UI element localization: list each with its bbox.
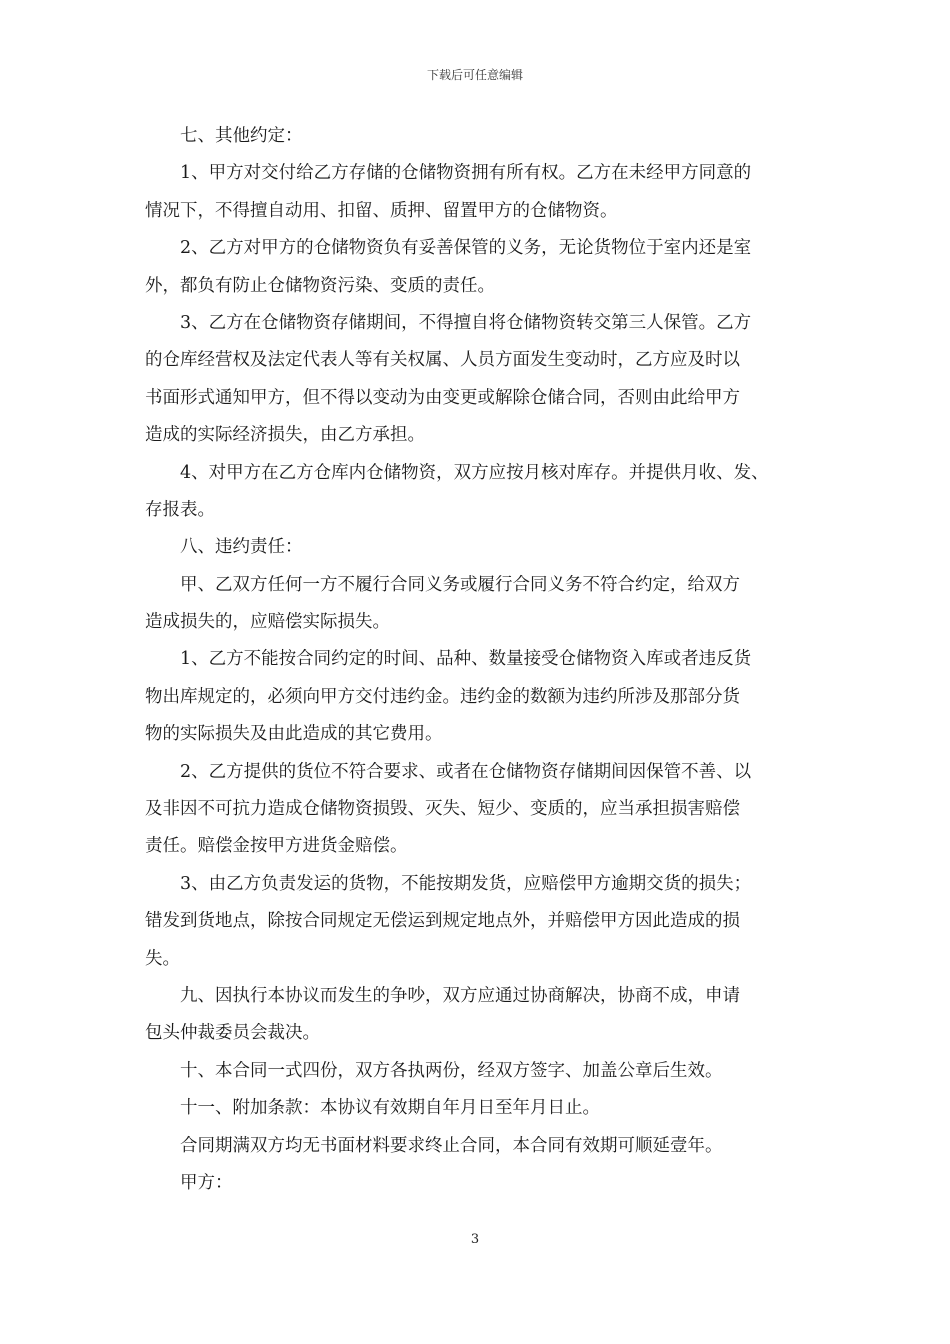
paragraph-line: 甲、乙双方任何一方不履行合同义务或履行合同义务不符合约定，给双方 [180,574,740,595]
paragraph-line: 合同期满双方均无书面材料要求终止合同，本合同有效期可顺延壹年。 [180,1135,723,1156]
page-header: 下载后可任意编辑 [426,68,523,82]
paragraph-line: 责任。赔偿金按甲方进货金赔偿。 [145,836,408,857]
paragraph-line: 的仓库经营权及法定代表人等有关权属、人员方面发生变动时，乙方应及时以 [145,350,740,371]
paragraph-line: 及非因不可抗力造成仓储物资损毁、灭失、短少、变质的，应当承担损害赔偿 [145,799,740,820]
paragraph-line: 失。 [145,948,180,969]
paragraph-line: 3、乙方在仓储物资存储期间，不得擅自将仓储物资转交第三人保管。乙方 [180,312,752,333]
section-heading-8: 八、违约责任： [180,537,303,558]
paragraph-line: 包头仲裁委员会裁决。 [145,1023,320,1044]
paragraph-line: 2、乙方提供的货位不符合要求、或者在仓储物资存储期间因保管不善、以 [180,761,752,782]
paragraph-line: 造成的实际经济损失，由乙方承担。 [145,425,425,446]
paragraph-line: 情况下，不得擅自动用、扣留、质押、留置甲方的仓储物资。 [145,200,618,221]
paragraph-line: 2、乙方对甲方的仓储物资负有妥善保管的义务，无论货物位于室内还是室 [180,238,752,259]
page-number: 3 [470,1232,480,1247]
paragraph-line: 1、乙方不能按合同约定的时间、品种、数量接受仓储物资入库或者违反货 [180,649,752,670]
section-heading-10: 十、本合同一式四份，双方各执两份，经双方签字、加盖公章后生效。 [180,1060,723,1081]
paragraph-line: 物的实际损失及由此造成的其它费用。 [145,724,443,745]
paragraph-line: 外，都负有防止仓储物资污染、变质的责任。 [145,275,495,296]
document-body [145,118,825,1202]
paragraph-line: 存报表。 [145,499,215,520]
section-heading-9: 九、因执行本协议而发生的争吵，双方应通过协商解决，协商不成，申请 [180,985,740,1006]
paragraph-line: 造成损失的，应赔偿实际损失。 [145,612,390,633]
paragraph-line: 书面形式通知甲方，但不得以变动为由变更或解除仓储合同，否则由此给甲方 [145,387,740,408]
paragraph-line: 1、甲方对交付给乙方存储的仓储物资拥有所有权。乙方在未经甲方同意的 [180,163,752,184]
section-heading-11: 十一、附加条款：本协议有效期自年月日至年月日止。 [180,1098,600,1119]
paragraph-line: 3、由乙方负责发运的货物，不能按期发货，应赔偿甲方逾期交货的损失； [180,873,752,894]
paragraph-line: 错发到货地点，除按合同规定无偿运到规定地点外，并赔偿甲方因此造成的损 [145,911,740,932]
party-a-label: 甲方： [180,1172,233,1193]
section-heading-7: 七、其他约定： [180,126,303,146]
paragraph-line: 4、对甲方在乙方仓库内仓储物资，双方应按月核对库存。并提供月收、发、 [180,462,769,483]
paragraph-line: 物出库规定的，必须向甲方交付违约金。违约金的数额为违约所涉及那部分货 [145,686,740,707]
